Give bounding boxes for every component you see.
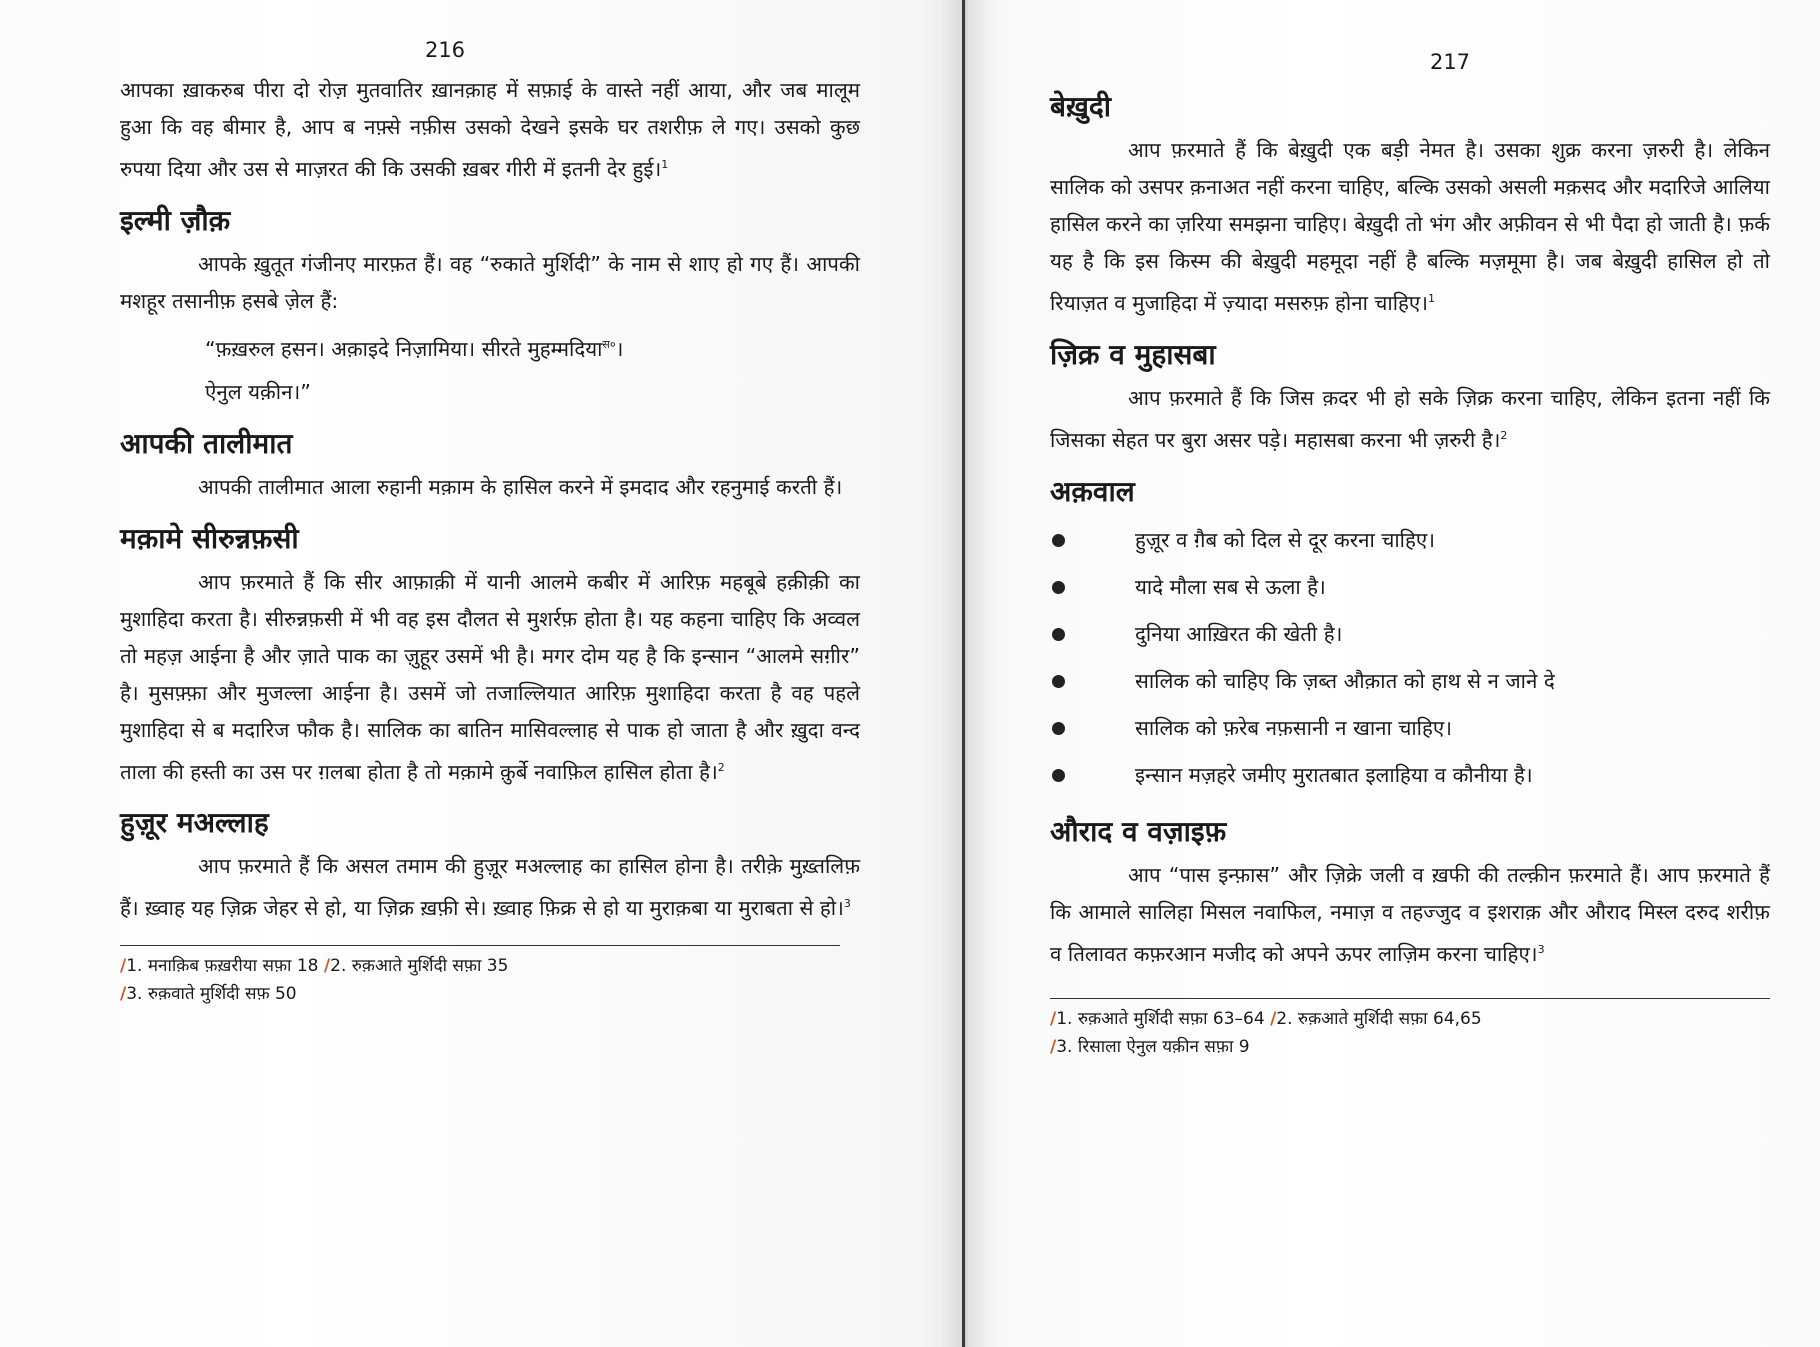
book-list-line-2: ऐनुल यक़ीन।” — [205, 379, 311, 404]
check-mark-icon: / — [1050, 1037, 1057, 1058]
list-item: हुज़ूर व ग़ैब को दिल से दूर करना चाहिए। — [1050, 517, 1770, 564]
list-item: इन्सान मज़हरे जमीए मुरातबात इलाहिया व कौनीया है। — [1050, 752, 1770, 799]
footnotes-right — [1050, 1005, 1770, 1061]
footnote-ref: 1 — [1428, 292, 1436, 305]
aurad-wazaif-paragraph: आप “पास इन्फ़ास” और ज़िक्रे जली व ख़फी की तल्क़ीन फ़रमाते हैं। आप फ़रमाते हैं कि आमाले सालिहा मिसल नवाफिल, नमाज़ व तहज्जुद व इशराक़ और औराद मिस्ल दरुद शरीफ़ व तिलावत कफ़रआन मजीद को अपने ऊपर लाज़िम करना चाहिए।$^3$ — [1050, 862, 1770, 966]
bullet-icon — [1052, 675, 1065, 688]
list-item: सालिक को चाहिए कि ज़ब्त औक़ात को हाथ से न जाने दे — [1050, 658, 1770, 705]
book-gutter — [962, 0, 965, 1347]
footnotes-left — [120, 952, 860, 1008]
ilmi-zauq-paragraph: आपके ख़ुतूत गंजीनए मारफ़त हैं। वह “रुकाते मुर्शिदी” के नाम से शाए हो गए हैं। आपकी मशहूर तसानीफ़ हसबे ज़ेल हैं: — [120, 251, 860, 313]
book-list-line-1: “फ़ख़रुल हसन। अक़ाइदे निज़ामिया। सीरते मुहम्मदिया$^{स०}$। — [205, 336, 624, 361]
honorific-mark: स० — [602, 337, 616, 351]
heading-taleemat: आपकी तालीमात — [120, 426, 293, 460]
heading-ilmi-zauq: इल्मी ज़ौक़ — [120, 203, 231, 237]
check-mark-icon: / — [120, 984, 127, 1005]
footnote-ref: 3 — [1537, 942, 1545, 956]
list-item: यादे मौला सब से ऊला है। — [1050, 564, 1770, 611]
page-217 — [960, 0, 1820, 1347]
footnote-line-1: /1. रुक़आते मुर्शिदी सफ़ा 63–64 /2. रुक़आते मुर्शिदी सफ़ा 64,65 — [1050, 1009, 1482, 1030]
check-mark-icon: / — [323, 956, 331, 977]
bullet-icon — [1052, 534, 1065, 547]
heading-zikr-muhasaba: ज़िक्र व मुहासबा — [1050, 337, 1216, 371]
footnote-line-2: /3. रुक़वाते मुर्शिदी सफ़ 50 — [120, 984, 297, 1005]
bullet-icon — [1052, 581, 1065, 594]
huzoor-maallah-paragraph: आप फ़रमाते हैं कि असल तमाम की हुज़ूर मअल्लाह का हासिल होना है। तरीक़े मुख़्तलिफ़ हैं। ख़्वाह यह ज़िक्र जेहर से हो, या ज़िक्र ख़फ़ी से। ख़्वाह फ़िक्र से हो या मुराक़बा या मुराबता से हो।$^3$ — [120, 854, 860, 921]
heading-maqame-seerunnafsi: मक़ामे सीरुन्नफ़सी — [120, 521, 299, 555]
footnote-ref: 2 — [1500, 428, 1508, 442]
list-item: दुनिया आख़िरत की खेती है। — [1050, 611, 1770, 658]
bullet-icon — [1052, 769, 1065, 782]
bullet-icon — [1052, 722, 1065, 735]
heading-bekhudi: बेख़ुदी — [1050, 90, 1112, 123]
gutter-shadow — [940, 0, 990, 1347]
taleemat-paragraph: आपकी तालीमात आला रुहानी मक़ाम के हासिल करने में इमदाद और रहनुमाई करती हैं। — [198, 474, 843, 499]
heading-aurad-wazaif: औराद व वज़ाइफ़ — [1050, 814, 1227, 848]
list-item: सालिक को फ़रेब नफ़सानी न खाना चाहिए। — [1050, 705, 1770, 752]
check-mark-icon: / — [1270, 1009, 1277, 1030]
zikr-muhasaba-paragraph: आप फ़रमाते हैं कि जिस क़दर भी हो सके ज़िक्र करना चाहिए, लेकिन इतना नहीं कि जिसका सेहत पर बुरा असर पड़े। महासबा करना भी ज़रुरी है।$^2$ — [1050, 385, 1770, 452]
footnote-ref: 2 — [717, 760, 725, 774]
check-mark-icon: / — [1050, 1009, 1057, 1030]
footnote-ref: 1 — [661, 158, 669, 171]
footnote-ref: 3 — [843, 897, 851, 911]
heading-aqwal: अक़वाल — [1050, 474, 1135, 508]
page-number-right: 217 — [1429, 50, 1471, 74]
bullet-icon — [1052, 628, 1065, 641]
footnote-line-2: /3. रिसाला ऐनुल यक़ीन सफ़ा 9 — [1050, 1037, 1250, 1058]
seerunnafsi-paragraph: आप फ़रमाते हैं कि सीर आफ़ाक़ी में यानी आलमे कबीर में आरिफ़ महबूबे हक़ीक़ी का मुशाहिदा करता है। सीरुन्नफ़सी में भी वह इस दौलत से मुशर्रफ़ होता है। यह कहना चाहिए कि अव्वल तो महज़ आईना है और ज़ाते पाक का ज़ुहूर उसमें भी है। मगर दोम यह है कि इन्सान “आलमे सग़ीर” है। मुसफ़्फ़ा और मुजल्ला आईना है। उसमें जो तजाल्लियात आरिफ़ मुशाहिदा करता है वह पहले मुशाहिदा से ब मदारिज फौक है। सालिक का बातिन मासिवल्लाह से पाक हो जाता है और ख़ुदा वन्द ताला की हस्ती का उस पर ग़लबा होता है तो मक़ामे क़ुर्बे नवाफ़िल हासिल होता है।$^2$ — [120, 569, 860, 784]
page-number-left: 216 — [424, 38, 466, 62]
bekhudi-paragraph: आप फ़रमाते हैं कि बेख़ुदी एक बड़ी नेमत है। उसका शुक्र करना ज़रुरी है। लेकिन सालिक को उसपर क़नाअत नहीं करना चाहिए, बल्कि उसको असली मक़सद और मदारिजे आलिया हासिल करने का ज़रिया समझना चाहिए। बेख़ुदी तो भंग और अफ़ीवन से भी पैदा हो जाती है। फ़र्क यह है कि इस किस्म की बेख़ुदी महमूदा नहीं है बल्कि मज़मूमा है। जब बेख़ुदी हासिल हो तो रियाज़त व मुजाहिदा में ज़्यादा मसरुफ़ होना चाहिए।$^1$ — [1050, 138, 1770, 315]
footnote-divider — [120, 945, 840, 946]
aqwal-list — [1050, 517, 1770, 799]
footnote-divider — [1050, 998, 1770, 999]
intro-paragraph: आपका ख़ाकरुब पीरा दो रोज़ मुतवातिर ख़ानक़ाह में सफ़ाई के वास्ते नहीं आया, और जब मालूम हुआ कि वह बीमार है, आप ब नफ़्से नफ़ीस उसको देखने इसके घर तशरीफ़ ले गए। उसको कुछ रुपया दिया और उस से माज़रत की कि उसकी ख़बर गीरी में इतनी देर हुई।$^1$ — [120, 78, 860, 181]
check-mark-icon: / — [120, 956, 127, 977]
footnote-line-1: /1. मनाक़िब फ़ख़रीया सफ़ा 18 /2. रुक़आते मुर्शिदी सफ़ा 35 — [120, 956, 509, 977]
heading-huzoor-maallah: हुज़ूर मअल्लाह — [120, 806, 269, 840]
